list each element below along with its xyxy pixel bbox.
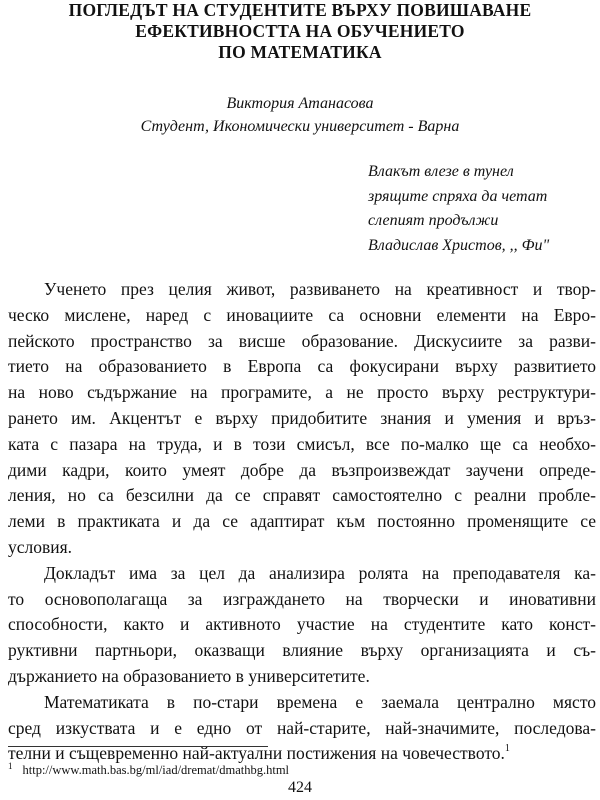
epigraph-line: слепият продължи [368, 212, 499, 229]
title-line: ПОГЛЕДЪТ НА СТУДЕНТИТЕ ВЪРХУ ПОВИШАВАНЕ [68, 0, 532, 20]
text-line: ческо мислене, наред с иновациите са основни елементи на Евро- [8, 304, 596, 325]
author-block [0, 92, 600, 138]
text-line: леми в практиката и да се адаптират към постоянно променящите се [8, 511, 596, 532]
footnote [8, 758, 289, 778]
text-line-content: телни и същевременно най-актуални постижения на човечеството. [8, 743, 505, 764]
author-affiliation: Студент, Икономически университет - Варна [140, 118, 460, 135]
text-line: Ученето през целия живот, развиването на креативност и твор- [44, 279, 596, 299]
text-line: дими кадри, които умеят добре да възпроизвеждат заучени опреде- [8, 459, 596, 480]
text-line: държанието на образованието в университетите. [8, 665, 370, 686]
text-line: на ново съдържание на програмите, а не просто върху реструктури- [8, 382, 596, 403]
footnote-reference[interactable]: 1 [504, 743, 510, 755]
text-line: ката с пазара на труда, и в този смисъл, все по-малко ще са необхо- [8, 433, 596, 454]
epigraph-attribution: Владислав Христов, ,, Фи" [368, 236, 550, 254]
text-line: ления, но са безсилни да се справят самостоятелно с реални пробле- [8, 485, 596, 506]
footnote-mark: 1 [8, 761, 13, 771]
text-line: способности, както и активното участие на студентите като конст- [8, 614, 596, 635]
text-line: тието на образованието в Европа са фокусирани върху развитието [8, 356, 596, 377]
text-line: рането им. Акцентът е върху придобитите знания и умения и връз- [8, 407, 596, 428]
text-line: пейското пространство за висше образование. Дискусиите за разви- [8, 330, 596, 351]
text-line: Математиката в по-стари времена е заемала централно място [44, 691, 596, 712]
body-text [8, 277, 596, 767]
title-line: ПО МАТЕМАТИКА [218, 42, 382, 62]
paragraph-1 [8, 277, 596, 561]
text-line: то основополагаща за изграждането на творчески и иновативни [8, 588, 596, 609]
text-line: Докладът има за цел да анализира ролята на преподавателя ка- [44, 562, 596, 583]
text-line: сред изкуствата и е едно от най-старите, най-значимите, последова- [8, 717, 596, 738]
paragraph-2 [8, 561, 596, 690]
paragraph-3 [8, 690, 596, 767]
epigraph-line: Влакът влезе в тунел [368, 163, 514, 180]
page-number: 424 [288, 779, 312, 796]
title-line: ЕФЕКТИВНОСТТА НА ОБУЧЕНИЕТО [135, 21, 465, 41]
footnote-divider [8, 746, 268, 747]
footnote-url[interactable]: http://www.math.bas.bg/ml/iad/dremat/dmathbg.html [22, 763, 290, 777]
epigraph [368, 160, 598, 258]
paper-title [0, 0, 600, 63]
author-name: Виктория Атанасова [226, 95, 374, 112]
text-line: руктивни партньори, оказващи влияние върху организацията и съ- [8, 640, 596, 661]
epigraph-line: зрящите спряха да четат [368, 187, 548, 205]
text-line: условия. [8, 536, 73, 557]
